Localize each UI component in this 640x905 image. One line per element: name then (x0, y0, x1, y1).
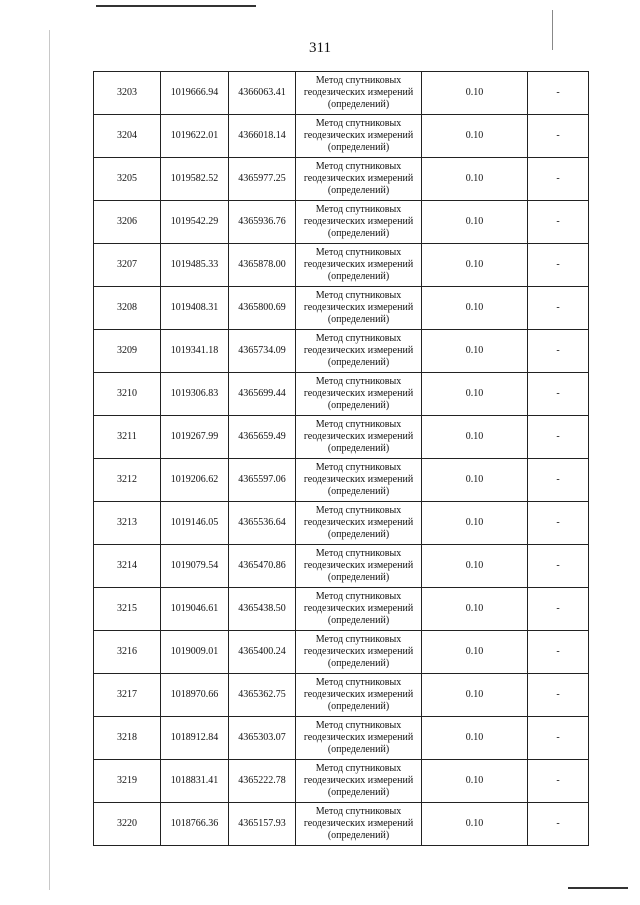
y-coordinate-cell: 4365222.78 (229, 760, 296, 803)
x-coordinate-cell: 1019306.83 (161, 373, 229, 416)
method-cell (296, 287, 422, 330)
note-cell: - (528, 803, 589, 846)
table-row (94, 717, 589, 760)
table-row (94, 631, 589, 674)
accuracy-cell: 0.10 (422, 158, 528, 201)
method-line: Метод спутниковых (315, 462, 402, 473)
x-coordinate-cell: 1018970.66 (161, 674, 229, 717)
note-cell: - (528, 201, 589, 244)
y-coordinate-cell: 4365362.75 (229, 674, 296, 717)
method-line: Метод спутниковых (315, 806, 402, 817)
point-number-cell: 3206 (94, 201, 161, 244)
y-coordinate-cell: 4365936.76 (229, 201, 296, 244)
note-cell: - (528, 244, 589, 287)
accuracy-cell: 0.10 (422, 115, 528, 158)
x-coordinate-cell: 1019206.62 (161, 459, 229, 502)
note-cell: - (528, 760, 589, 803)
method-cell (296, 502, 422, 545)
x-coordinate-cell: 1019341.18 (161, 330, 229, 373)
y-coordinate-cell: 4365878.00 (229, 244, 296, 287)
method-cell (296, 373, 422, 416)
method-line: Метод спутниковых (315, 247, 402, 258)
accuracy-cell: 0.10 (422, 502, 528, 545)
accuracy-cell: 0.10 (422, 416, 528, 459)
y-coordinate-cell: 4365977.25 (229, 158, 296, 201)
method-line: (определений) (327, 99, 390, 110)
point-number-cell: 3205 (94, 158, 161, 201)
method-line: геодезических измерений (303, 646, 414, 657)
accuracy-cell: 0.10 (422, 373, 528, 416)
method-line: Метод спутниковых (315, 634, 402, 645)
method-line: (определений) (327, 271, 390, 282)
table-row (94, 330, 589, 373)
point-number-cell: 3207 (94, 244, 161, 287)
table-row (94, 760, 589, 803)
x-coordinate-cell: 1019267.99 (161, 416, 229, 459)
point-number-cell: 3212 (94, 459, 161, 502)
accuracy-cell: 0.10 (422, 330, 528, 373)
note-cell: - (528, 674, 589, 717)
method-line: геодезических измерений (303, 517, 414, 528)
method-cell (296, 545, 422, 588)
x-coordinate-cell: 1018912.84 (161, 717, 229, 760)
method-line: (определений) (327, 830, 390, 841)
x-coordinate-cell: 1019146.05 (161, 502, 229, 545)
method-line: (определений) (327, 228, 390, 239)
method-cell (296, 459, 422, 502)
method-cell (296, 588, 422, 631)
table-row (94, 373, 589, 416)
method-cell (296, 674, 422, 717)
method-line: (определений) (327, 142, 390, 153)
accuracy-cell: 0.10 (422, 545, 528, 588)
note-cell: - (528, 158, 589, 201)
method-line: геодезических измерений (303, 216, 414, 227)
point-number-cell: 3208 (94, 287, 161, 330)
table-row (94, 502, 589, 545)
coordinates-table (93, 71, 589, 846)
method-line: Метод спутниковых (315, 118, 402, 129)
method-line: Метод спутниковых (315, 376, 402, 387)
method-line: геодезических измерений (303, 775, 414, 786)
x-coordinate-cell: 1019582.52 (161, 158, 229, 201)
accuracy-cell: 0.10 (422, 244, 528, 287)
method-line: (определений) (327, 787, 390, 798)
method-line: (определений) (327, 529, 390, 540)
note-cell: - (528, 416, 589, 459)
method-line: Метод спутниковых (315, 75, 402, 86)
method-line: геодезических измерений (303, 603, 414, 614)
method-line: (определений) (327, 443, 390, 454)
point-number-cell: 3218 (94, 717, 161, 760)
y-coordinate-cell: 4365536.64 (229, 502, 296, 545)
method-line: Метод спутниковых (315, 548, 402, 559)
method-line: геодезических измерений (303, 818, 414, 829)
method-line: Метод спутниковых (315, 290, 402, 301)
point-number-cell: 3215 (94, 588, 161, 631)
page-number: 311 (309, 40, 331, 56)
x-coordinate-cell: 1019666.94 (161, 72, 229, 115)
method-cell (296, 717, 422, 760)
y-coordinate-cell: 4365734.09 (229, 330, 296, 373)
method-line: (определений) (327, 314, 390, 325)
scan-artifact-left (49, 30, 50, 890)
note-cell: - (528, 631, 589, 674)
point-number-cell: 3210 (94, 373, 161, 416)
x-coordinate-cell: 1019622.01 (161, 115, 229, 158)
note-cell: - (528, 72, 589, 115)
method-line: Метод спутниковых (315, 419, 402, 430)
point-number-cell: 3211 (94, 416, 161, 459)
accuracy-cell: 0.10 (422, 459, 528, 502)
y-coordinate-cell: 4365438.50 (229, 588, 296, 631)
point-number-cell: 3217 (94, 674, 161, 717)
table-row (94, 416, 589, 459)
method-line: (определений) (327, 400, 390, 411)
x-coordinate-cell: 1019408.31 (161, 287, 229, 330)
method-line: (определений) (327, 658, 390, 669)
method-line: (определений) (327, 615, 390, 626)
method-line: (определений) (327, 572, 390, 583)
table-row (94, 158, 589, 201)
x-coordinate-cell: 1018766.36 (161, 803, 229, 846)
method-line: Метод спутниковых (315, 763, 402, 774)
method-line: (определений) (327, 357, 390, 368)
method-cell (296, 330, 422, 373)
y-coordinate-cell: 4365597.06 (229, 459, 296, 502)
method-line: геодезических измерений (303, 345, 414, 356)
table-row (94, 287, 589, 330)
method-cell (296, 115, 422, 158)
y-coordinate-cell: 4365470.86 (229, 545, 296, 588)
accuracy-cell: 0.10 (422, 588, 528, 631)
x-coordinate-cell: 1019542.29 (161, 201, 229, 244)
y-coordinate-cell: 4366063.41 (229, 72, 296, 115)
note-cell: - (528, 373, 589, 416)
point-number-cell: 3213 (94, 502, 161, 545)
note-cell: - (528, 545, 589, 588)
table-row (94, 115, 589, 158)
method-line: геодезических измерений (303, 689, 414, 700)
note-cell: - (528, 717, 589, 760)
method-line: (определений) (327, 486, 390, 497)
x-coordinate-cell: 1019079.54 (161, 545, 229, 588)
y-coordinate-cell: 4365800.69 (229, 287, 296, 330)
y-coordinate-cell: 4366018.14 (229, 115, 296, 158)
note-cell: - (528, 115, 589, 158)
method-line: Метод спутниковых (315, 677, 402, 688)
x-coordinate-cell: 1019009.01 (161, 631, 229, 674)
point-number-cell: 3220 (94, 803, 161, 846)
coordinates-table-body (94, 72, 589, 846)
scan-artifact-bottom (568, 887, 628, 889)
x-coordinate-cell: 1019046.61 (161, 588, 229, 631)
method-cell (296, 201, 422, 244)
method-line: Метод спутниковых (315, 161, 402, 172)
method-line: геодезических измерений (303, 173, 414, 184)
table-row (94, 459, 589, 502)
accuracy-cell: 0.10 (422, 717, 528, 760)
method-line: геодезических измерений (303, 388, 414, 399)
point-number-cell: 3203 (94, 72, 161, 115)
table-row (94, 244, 589, 287)
note-cell: - (528, 459, 589, 502)
note-cell: - (528, 287, 589, 330)
method-line: Метод спутниковых (315, 505, 402, 516)
method-line: геодезических измерений (303, 302, 414, 313)
method-cell (296, 760, 422, 803)
y-coordinate-cell: 4365400.24 (229, 631, 296, 674)
y-coordinate-cell: 4365659.49 (229, 416, 296, 459)
method-cell (296, 244, 422, 287)
method-line: геодезических измерений (303, 560, 414, 571)
note-cell: - (528, 330, 589, 373)
accuracy-cell: 0.10 (422, 287, 528, 330)
note-cell: - (528, 588, 589, 631)
method-line: геодезических измерений (303, 259, 414, 270)
accuracy-cell: 0.10 (422, 201, 528, 244)
accuracy-cell: 0.10 (422, 760, 528, 803)
y-coordinate-cell: 4365157.93 (229, 803, 296, 846)
accuracy-cell: 0.10 (422, 803, 528, 846)
method-line: геодезических измерений (303, 474, 414, 485)
method-cell (296, 803, 422, 846)
point-number-cell: 3214 (94, 545, 161, 588)
accuracy-cell: 0.10 (422, 72, 528, 115)
table-row (94, 803, 589, 846)
point-number-cell: 3209 (94, 330, 161, 373)
method-cell (296, 416, 422, 459)
method-line: Метод спутниковых (315, 204, 402, 215)
table-row (94, 588, 589, 631)
method-line: (определений) (327, 744, 390, 755)
x-coordinate-cell: 1019485.33 (161, 244, 229, 287)
accuracy-cell: 0.10 (422, 631, 528, 674)
scan-artifact-top (96, 5, 256, 7)
method-cell (296, 158, 422, 201)
table-row (94, 545, 589, 588)
point-number-cell: 3216 (94, 631, 161, 674)
method-line: Метод спутниковых (315, 591, 402, 602)
method-line: геодезических измерений (303, 87, 414, 98)
method-line: Метод спутниковых (315, 333, 402, 344)
accuracy-cell: 0.10 (422, 674, 528, 717)
point-number-cell: 3219 (94, 760, 161, 803)
method-line: геодезических измерений (303, 431, 414, 442)
x-coordinate-cell: 1018831.41 (161, 760, 229, 803)
method-cell (296, 72, 422, 115)
table-row (94, 72, 589, 115)
method-line: геодезических измерений (303, 130, 414, 141)
method-cell (296, 631, 422, 674)
table-row (94, 201, 589, 244)
method-line: геодезических измерений (303, 732, 414, 743)
note-cell: - (528, 502, 589, 545)
y-coordinate-cell: 4365303.07 (229, 717, 296, 760)
method-line: (определений) (327, 185, 390, 196)
point-number-cell: 3204 (94, 115, 161, 158)
method-line: (определений) (327, 701, 390, 712)
method-line: Метод спутниковых (315, 720, 402, 731)
table-row (94, 674, 589, 717)
y-coordinate-cell: 4365699.44 (229, 373, 296, 416)
